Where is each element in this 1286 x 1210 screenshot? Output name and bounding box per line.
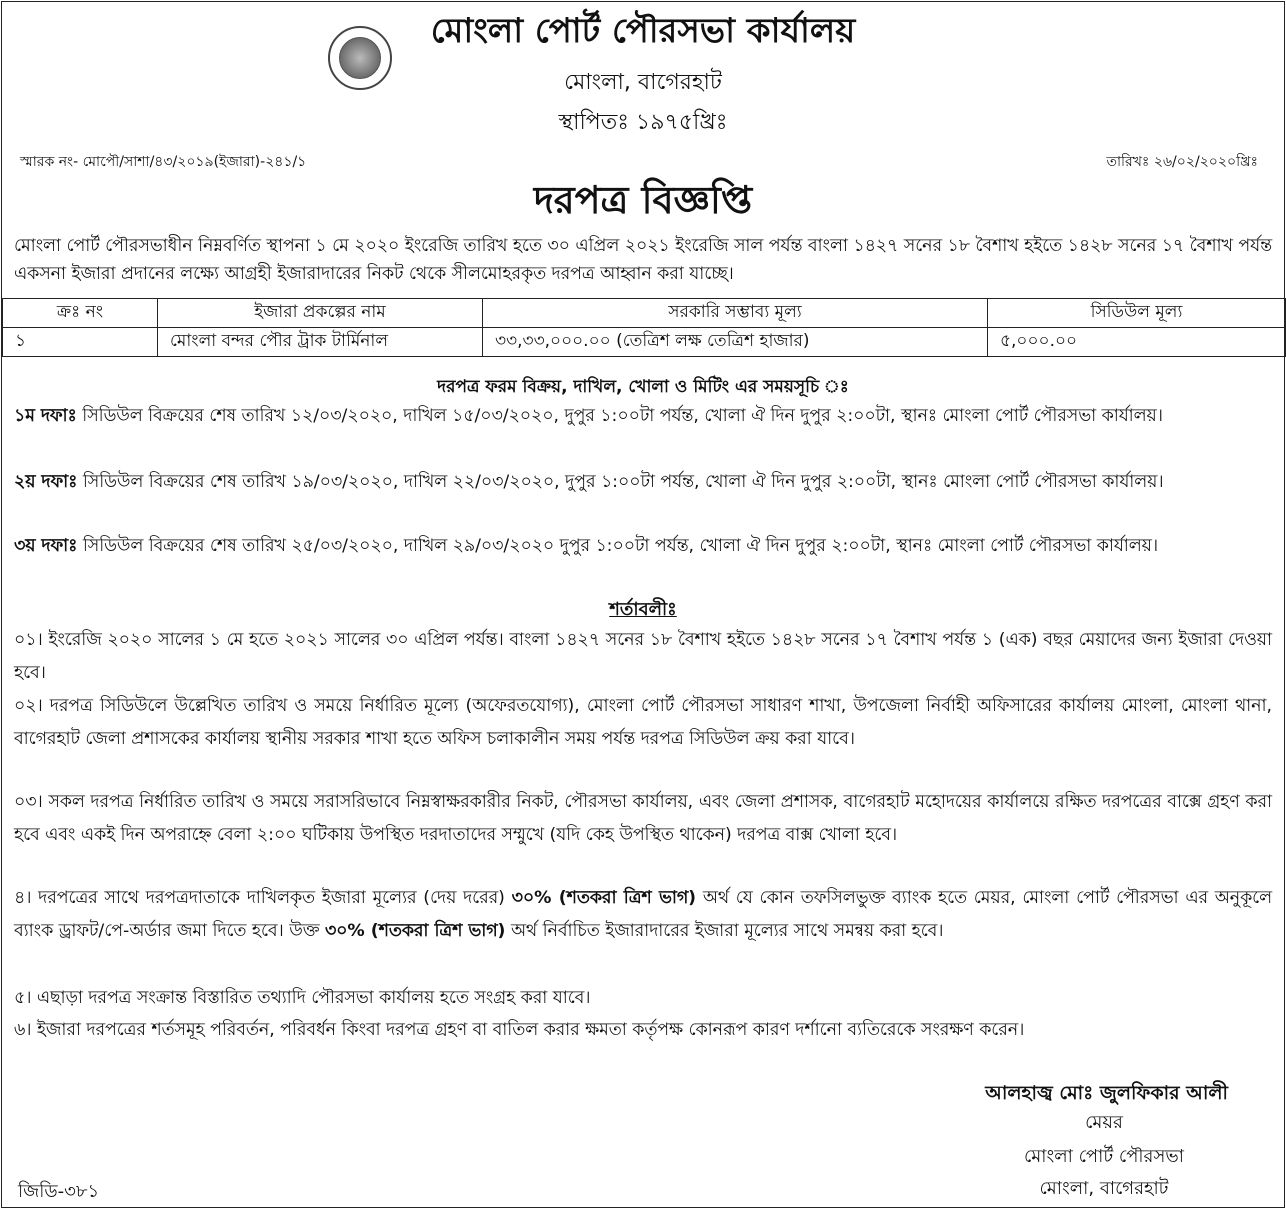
term-3: ০৩। সকল দরপত্র নির্ধারিত তারিখ ও সময়ে সরাসরিভাবে নিম্নস্বাক্ষরকারীর নিকট, পৌরসভা কার্যালয়, এবং জেলা প্রশাসক, বাগেরহাট মহোদয়ের কার্যালয়ে রক্ষিত দরপত্রের বাক্সে গ্রহণ করা হবে এবং একই দিন অপরাহ্নে বেলা ২:০০ ঘটিকায় উপস্থিত দরদাতাদের সম্মুখে (যদি কেহ উপস্থিত থাকেন) দরপত্র বাক্স খোলা হবে।: [14, 792, 1272, 845]
phase-1: [14, 400, 1272, 433]
signatory-place: মোংলা, বাগেরহাট: [1039, 1178, 1169, 1199]
table-row: [3, 328, 1286, 357]
cell-project-name: মোংলা বন্দর পৌর ট্রাক টার্মিনাল: [158, 328, 483, 357]
established-year: স্থাপিতঃ ১৯৭৫খ্রিঃ: [558, 110, 728, 135]
phase-3: [14, 530, 1272, 563]
phase-2-label: ২য় দফাঃ: [14, 472, 78, 492]
term-4-part-a: ৪। দরপত্রের সাথে দরপত্রদাতাকে দাখিলকৃত ইজারা মূল্যের (দেয় দরের): [14, 888, 512, 908]
phase-2: [14, 466, 1272, 499]
phase-3-label: ৩য় দফাঃ: [14, 536, 78, 556]
term-4-highlight-b: ৩০% (শতকরা ত্রিশ ভাগ): [324, 921, 506, 941]
term-6: ৬। ইজারা দরপত্রের শর্তসমূহ পরিবর্তন, পরিবর্ধন কিংবা দরপত্র গ্রহণ বা বাতিল করার ক্ষমতা কর্তৃপক্ষ কোনরূপ কারণ দর্শানো ব্যতিরেকে সংরক্ষণ করেন।: [14, 1020, 1025, 1040]
office-name: মোংলা পোর্ট পৌরসভা কার্যালয়: [430, 11, 856, 51]
terms-heading: শর্তাবলীঃ: [609, 599, 677, 620]
term-4-part-e: অর্থ নির্বাচিত ইজারাদারের ইজারা মূল্যের সাথে সমন্বয় করা হবে।: [505, 921, 944, 941]
cell-serial: ১: [3, 328, 158, 357]
term-4-highlight-a: ৩০% (শতকরা ত্রিশ ভাগ): [511, 888, 697, 908]
col-project-name: ইজারা প্রকল্পের নাম: [158, 299, 483, 328]
col-serial: ক্রঃ নং: [3, 299, 158, 328]
term-1: ০১। ইংরেজি ২০২০ সালের ১ মে হতে ২০২১ সালের ৩০ এপ্রিল পর্যন্ত। বাংলা ১৪২৭ সনের ১৮ বৈশাখ হইতে ১৪২৮ সনের ১৭ বৈশাখ পর্যন্ত ১ (এক) বছর মেয়াদের জন্য ইজারা দেওয়া হবে।: [14, 630, 1272, 683]
tender-notice: [1, 1, 1285, 1208]
term-5: ৫। এছাড়া দরপত্র সংক্রান্ত বিস্তারিত তথ্যাদি পৌরসভা কার্যালয় হতে সংগ্রহ করা যাবে।: [14, 988, 591, 1008]
cell-govt-price: ৩৩,৩৩,০০০.০০ (তেত্রিশ লক্ষ তেত্রিশ হাজার): [483, 328, 988, 357]
notice-date: তারিখঃ ২৬/০২/২০২০খ্রিঃ: [1106, 154, 1258, 170]
col-govt-price: সরকারি সম্ভাব্য মূল্য: [483, 299, 988, 328]
gd-number: জিডি-৩৮১: [18, 1181, 100, 1202]
notice-title: দরপত্র বিজ্ঞপ্তি: [533, 178, 753, 222]
cell-schedule-price: ৫,০০০.০০: [988, 328, 1286, 357]
term-4: [14, 882, 1272, 948]
table-header-row: [3, 299, 1286, 328]
office-location: মোংলা, বাগেরহাট: [564, 70, 722, 95]
signatory-name: আলহাজ্ব মোঃ জুলফিকার আলী: [985, 1082, 1228, 1104]
phase-2-text: সিডিউল বিক্রয়ের শেষ তারিখ ১৯/০৩/২০২০, দাখিল ২২/০৩/২০২০, দুপুর ১:০০টা পর্যন্ত, খোলা ঐ দিন দুপুর ২:০০টা, স্থানঃ মোংলা পোর্ট পৌরসভা কার্যালয়।: [77, 472, 1164, 492]
term-2: ০২। দরপত্র সিডিউলে উল্লেখিত তারিখ ও সময়ে নির্ধারিত মূল্যে (অফেরতযোগ্য), মোংলা পোর্ট পৌরসভা সাধারণ শাখা, উপজেলা নির্বাহী অফিসারের কার্যালয় মোংলা, মোংলা থানা, বাগেরহাট জেলা প্রশাসকের কার্যালয় স্থানীয় সরকার শাখা হতে অফিস চলাকালীন সময় পর্যন্ত দরপত্র সিডিউল ক্রয় করা যাবে।: [14, 696, 1272, 749]
memo-number: স্মারক নং- মোপৌ/সাশা/৪৩/২০১৯(ইজারা)-২৪১/১: [20, 154, 307, 170]
col-schedule-price: সিডিউল মূল্য: [988, 299, 1286, 328]
term-4-part-c: অর্থ যে কোন তফসিলভুক্ত ব্যাংক হতে মেয়র, মোংলা পোর্ট পৌরসভা এর অনুকূলে ব্যাংক ড্রাফট/পে-অর্ডার জমা দিতে হবে। উক্ত: [14, 888, 1272, 941]
phase-1-text: সিডিউল বিক্রয়ের শেষ তারিখ ১২/০৩/২০২০, দাখিল ১৫/০৩/২০২০, দুপুর ১:০০টা পর্যন্ত, খোলা ঐ দিন দুপুর ২:০০টা, স্থানঃ মোংলা পোর্ট পৌরসভা কার্যালয়।: [76, 406, 1163, 426]
intro-paragraph: মোংলা পোর্ট পৌরসভাধীন নিম্নবর্ণিত স্থাপনা ১ মে ২০২০ ইংরেজি তারিখ হতে ৩০ এপ্রিল ২০২১ ইংরেজি সাল পর্যন্ত বাংলা ১৪২৭ সনের ১৮ বৈশাখ হইতে ১৪২৮ সনের ১৭ বৈশাখ পর্যন্ত একসনা ইজারা প্রদানের লক্ষ্যে আগ্রহী ইজারাদারের নিকট থেকে সীলমোহরকৃত দরপত্র আহ্বান করা যাচ্ছে।: [14, 236, 1272, 284]
lease-table: [2, 298, 1286, 357]
signatory-organization: মোংলা পোর্ট পৌরসভা: [1024, 1146, 1184, 1167]
phase-3-text: সিডিউল বিক্রয়ের শেষ তারিখ ২৫/০৩/২০২০, দাখিল ২৯/০৩/২০২০ দুপুর ১:০০টা পর্যন্ত, খোলা ঐ দিন দুপুর ২:০০টা, স্থানঃ মোংলা পোর্ট পৌরসভা কার্যালয়।: [77, 536, 1159, 556]
schedule-heading: দরপত্র ফরম বিক্রয়, দাখিল, খোলা ও মিটিং এর সময়সূচি ঃ: [437, 377, 849, 397]
phase-1-label: ১ম দফাঃ: [14, 406, 77, 426]
signatory-designation: মেয়র: [1085, 1112, 1123, 1133]
